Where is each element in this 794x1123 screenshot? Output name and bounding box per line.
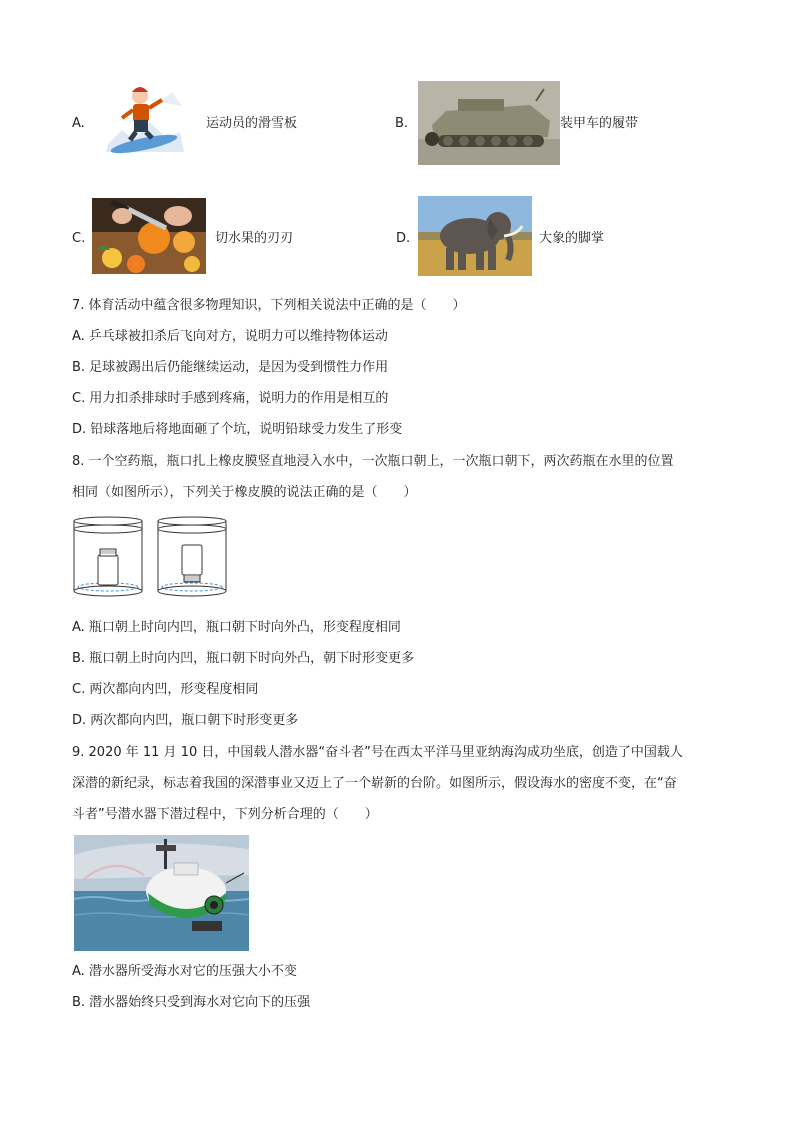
beaker-right [158, 517, 226, 596]
snowboarder-image [100, 82, 188, 158]
bottle-in-water-diagram [70, 515, 230, 600]
elephant-image [418, 196, 532, 276]
q8-option-c: C. 两次都向内凹，形变程度相同 [72, 682, 259, 697]
option-b-text: 装甲车的履带 [560, 116, 639, 131]
q9-option-b: B. 潜水器始终只受到海水对它向下的压强 [72, 995, 311, 1010]
q9-stem-line1: 9. 2020 年 11 月 10 日，中国载人潜水器“奋斗者”号在西太平洋马里亚纳海沟成功坐底，创造了中国载人 [72, 745, 683, 760]
q9-option-a: A. 潜水器所受海水对它的压强大小不变 [72, 964, 297, 979]
fruit-knife-image [92, 198, 206, 274]
beaker-left [74, 517, 142, 596]
q7-option-c: C. 用力扣杀排球时手感到疼痛，说明力的作用是相互的 [72, 391, 389, 406]
armored-vehicle-image [418, 81, 560, 165]
q9-stem-line2: 深潜的新纪录，标志着我国的深潜事业又迈上了一个崭新的台阶。如图所示，假设海水的密度不变，在“奋 [72, 776, 677, 791]
q8-option-b: B. 瓶口朝上时向内凹，瓶口朝下时向外凸，朝下时形变更多 [72, 651, 415, 666]
option-a-letter: A. [72, 116, 85, 131]
option-c-text: 切水果的刃刃 [215, 231, 294, 246]
submersible-image [74, 835, 249, 951]
q7-option-d: D. 铅球落地后将地面砸了个坑，说明铅球受力发生了形变 [72, 422, 403, 437]
option-b-letter: B. [395, 116, 409, 131]
q8-option-a: A. 瓶口朝上时向内凹，瓶口朝下时向外凸，形变程度相同 [72, 620, 401, 635]
q7-stem: 7. 体育活动中蕴含很多物理知识，下列相关说法中正确的是（ ） [72, 298, 466, 313]
q8-stem-line1: 8. 一个空药瓶，瓶口扎上橡皮膜竖直地浸入水中，一次瓶口朝上，一次瓶口朝下，两次药瓶在水里的位置 [72, 454, 674, 469]
option-d-letter: D. [396, 231, 411, 246]
q7-option-a: A. 乒乓球被扣杀后飞向对方，说明力可以维持物体运动 [72, 329, 388, 344]
option-a-text: 运动员的滑雪板 [206, 116, 298, 131]
q7-option-b: B. 足球被踢出后仍能继续运动，是因为受到惯性力作用 [72, 360, 389, 375]
q9-stem-line3: 斗者”号潜水器下潜过程中，下列分析合理的（ ） [72, 807, 378, 822]
q8-option-d: D. 两次都向内凹，瓶口朝下时形变更多 [72, 713, 299, 728]
q8-stem-line2: 相同（如图所示），下列关于橡皮膜的说法正确的是（ ） [72, 485, 417, 500]
option-c-letter: C. [72, 231, 86, 246]
option-d-text: 大象的脚掌 [539, 231, 605, 246]
